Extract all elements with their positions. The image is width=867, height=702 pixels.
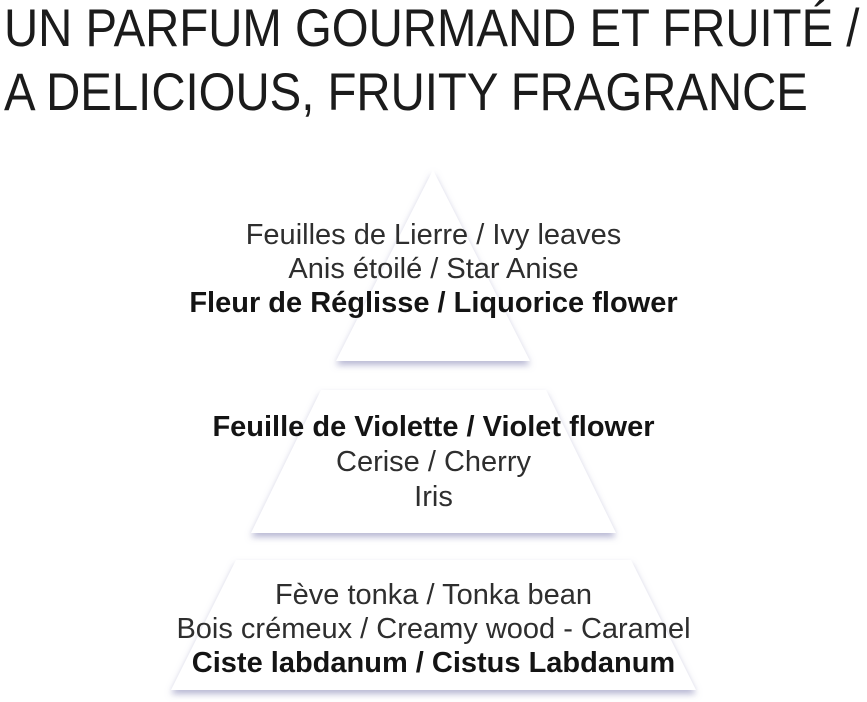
page-title <box>4 0 867 125</box>
note-line: Feuilles de Lierre / Ivy leaves <box>245 219 622 251</box>
note-line: Cerise / Cherry <box>336 446 531 478</box>
note-line: Bois crémeux / Creamy wood - Caramel <box>176 613 691 645</box>
base-notes-group <box>0 578 867 680</box>
heart-notes-group <box>0 410 867 515</box>
note-line: Fleur de Réglisse / Liquorice flower <box>189 287 678 319</box>
note-line: Feuille de Violette / Violet flower <box>212 411 655 443</box>
note-line: Anis étoilé / Star Anise <box>288 253 579 285</box>
note-line: Fève tonka / Tonka bean <box>274 579 593 611</box>
page-title-line-2: A DELICIOUS, FRUITY FRAGRANCE <box>4 63 808 122</box>
page-title-line-1: UN PARFUM GOURMAND ET FRUITÉ / <box>4 0 860 58</box>
top-notes-group <box>0 218 867 320</box>
note-line: Ciste labdanum / Cistus Labdanum <box>191 647 676 679</box>
note-line: Iris <box>414 481 453 513</box>
